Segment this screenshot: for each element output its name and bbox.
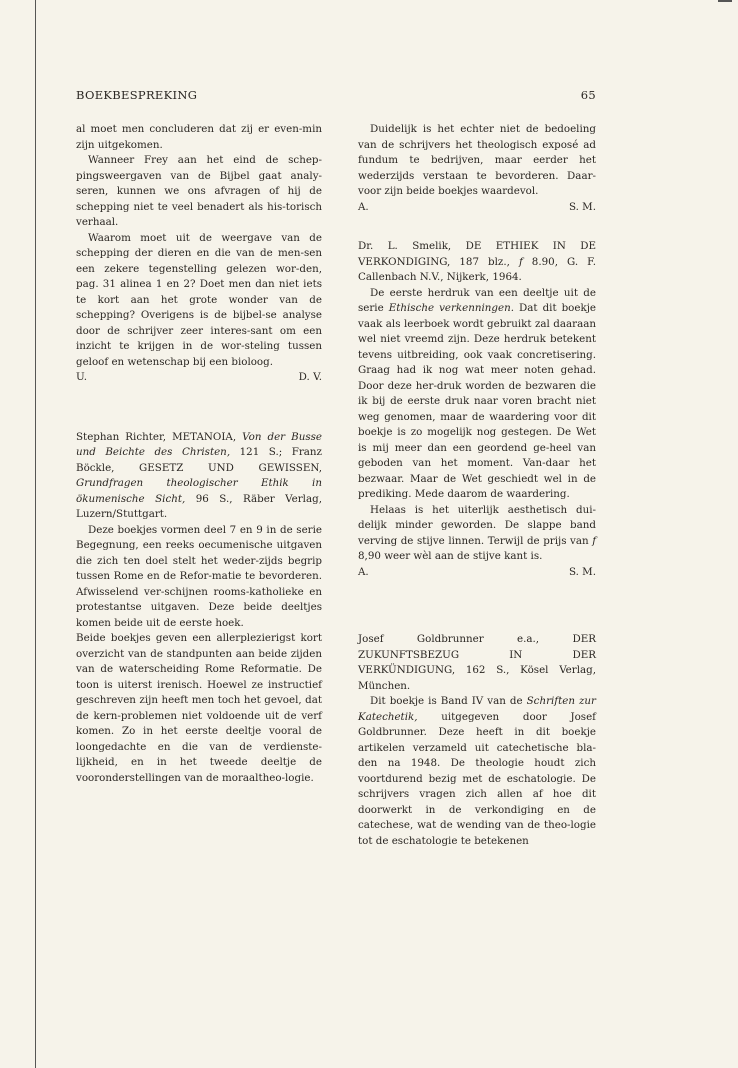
paragraph: Waarom moet uit de weergave van de schepping der dieren en die van de men-sen een zekere tegenstelling gelezen wor-den, pag. 31 alinea 1 en 2? Doet men dan niet iets te kort aan het grote wonder van de schepping? Overigens is de bijbel-se analyse door de schrijver zeer interes-sant om een inzicht te krijgen in de wor-steling tussen geloof en wetenschap bij een bioloog.: [76, 231, 322, 368]
signature-name: D. V.: [298, 371, 322, 383]
paragraph: Duidelijk is het echter niet de bedoeling van de schrijvers het theologisch exposé ad fundum te bedrijven, maar eerder het wederzijds verstaan te bevorderen. Daar-voor zijn beide boekjes waardevol.: [358, 123, 596, 197]
reviewer-signature: [358, 200, 596, 216]
paragraph: al moet men concluderen dat zij er even-min zijn uitgekomen.: [76, 123, 322, 151]
page-number: 65: [580, 88, 596, 102]
review-heading: Dr. L. Smelik, DE ETHIEK IN DE VERKONDIGING, 187 blz., f 8.90, G. F. Callenbach N.V., Nijkerk, 1964.: [358, 240, 596, 283]
review-heading: Stephan Richter, METANOIA, Von der Busse und Beichte des Christen, 121 S.; Franz Böckle, GESETZ UND GEWISSEN, Grundfragen theologischer Ethik in ökumenische Sicht, 96 S., Räber Verlag, Luzern/Stuttgart.: [76, 430, 322, 520]
paragraph: Deze boekjes vormen deel 7 en 9 in de serie Begegnung, een reeks oecumenische uitgaven die zich ten doel stelt het weder-zijds begrip tussen Rome en de Refor-matie te bevorderen. Afwisselend ver-schijnen rooms-katholieke en protestantse uitgaven. Deze beide deeltjes komen beide uit de eerste hoek.: [76, 523, 322, 629]
signature-name: S. M.: [568, 565, 596, 578]
left-column: [76, 122, 322, 786]
reviewer-signature: [358, 565, 596, 581]
paragraph: Wanneer Frey aan het eind de schep-pingsweergaven van de Bijbel gaat analy-seren, kunnen we ons afvragen of hij de schepping niet te veel benadert als his-torisch verhaal.: [76, 154, 322, 228]
running-title: BOEKBESPREKING: [76, 88, 198, 102]
paragraph: Beide boekjes geven een allerplezierigst kort overzicht van de standpunten aan beide zijden van de waterscheiding Rome Reformatie. De toon is uiterst irenisch. Hoewel ze instructief geschreven zijn heeft men toch het gevoel, dat de kern-problemen niet voldoende uit de verf komen. Zo in het eerste deeltje vooral de loongedachte en die van de verdienste-lijkheid, en in het tweede deeltje de vooronderstellingen van de moraaltheo-logie.: [76, 632, 322, 784]
signature-name: S. M.: [568, 200, 596, 213]
page-edge-mark: [718, 0, 732, 2]
signature-initial: A.: [358, 200, 369, 213]
signature-initial: A.: [358, 565, 369, 578]
paragraph: Dit boekje is Band IV van de Schriften zur Katechetik, uitgegeven door Josef Goldbrunner. Deze heeft in dit boekje artikelen verzameld uit catechetische bla-den na 1948. De theologie houdt zich voortdurend bezig met de eschatologie. De schrijvers vragen zich allen af hoe dit doorwerkt in de verkondiging en de catechese, wat de wending van de theo-logie tot de eschatologie te betekenen: [358, 695, 596, 847]
paragraph: De eerste herdruk van een deeltje uit de serie Ethische verkenningen. Dat dit boekje vaak als leerboek wordt gebruikt zal daaraan wel niet vreemd zijn. Deze herdruk betekent tevens uitbreiding, ook vaak concretisering. Graag had ik nog wat meer noten gehad. Door deze her-druk worden de bezwaren die ik bij de eerste druk naar voren bracht niet weg genomen, maar de waardering voor dit boekje is zo mogelijk nog gestegen. De Wet is mij meer dan een geordend ge-heel van geboden van het moment. Van-daar het bezwaar. Maar de Wet geschiedt wel in de prediking. Mede daarom de waardering.: [358, 286, 597, 500]
right-column: [358, 122, 596, 849]
reviewer-signature: [76, 370, 322, 386]
page-edge-line: [35, 0, 36, 1068]
review-heading: Josef Goldbrunner e.a., DER ZUKUNFTSBEZUG IN DER VERKÜNDIGUNG, 162 S., Kösel Verlag, München.: [358, 633, 596, 692]
paragraph: Helaas is het uiterlijk aesthetisch dui-delijk minder geworden. De slappe band verving de stijve linnen. Terwijl de prijs van f 8,90 weer wèl aan de stijve kant is.: [358, 503, 596, 562]
signature-initial: U.: [76, 371, 88, 383]
